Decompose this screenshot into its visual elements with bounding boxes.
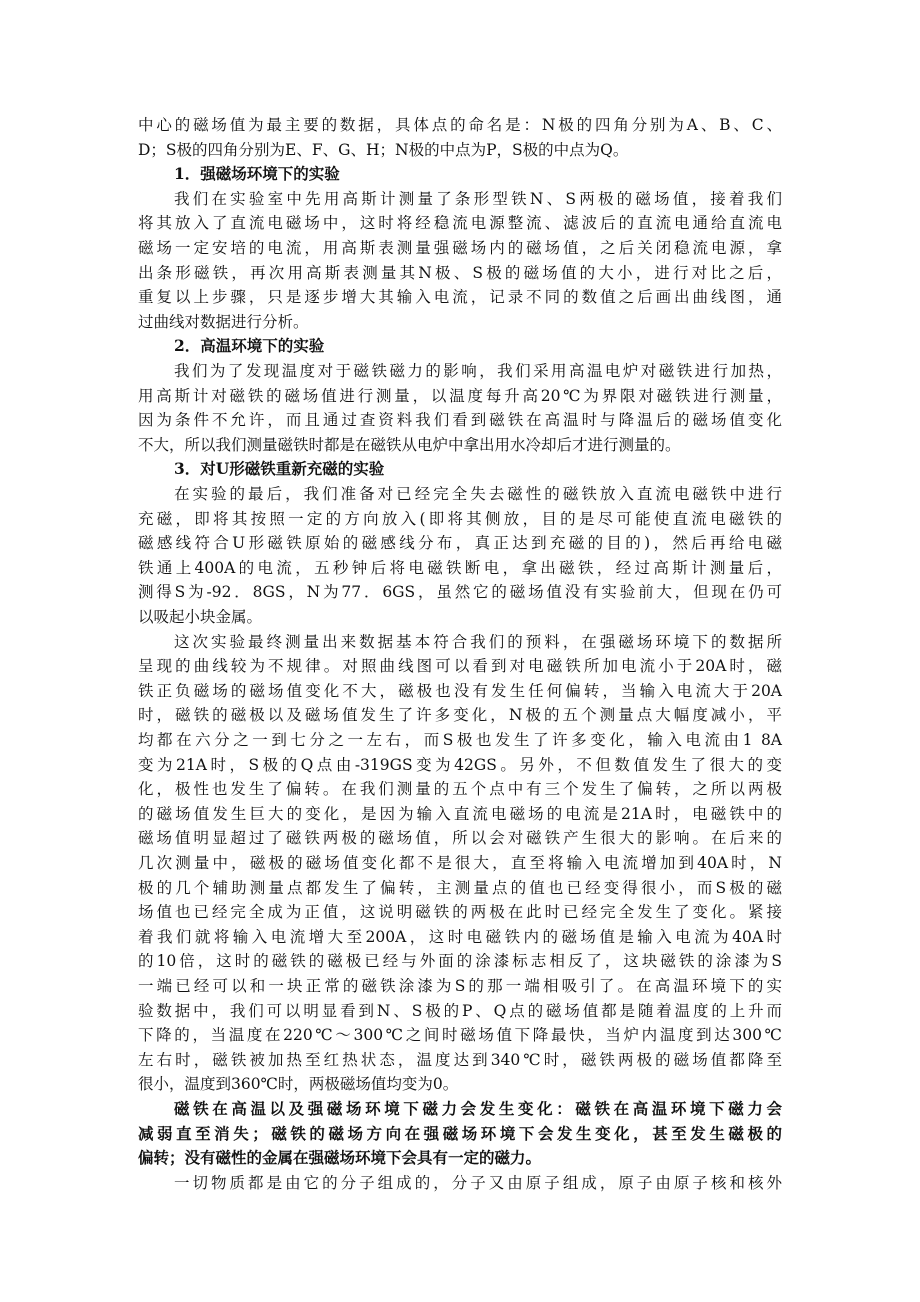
text-line: 变为21A时，S极的Q点由-319GS变为42GS。另外，不但数值发生了很大的变 xyxy=(138,755,782,774)
text-line: 场值也已经完全成为正值，这说明磁铁的两极在此时已经完全发生了变化。紧接 xyxy=(138,903,782,922)
text-line: 不大，所以我们测量磁铁时都是在磁铁从电炉中拿出用水冷却后才进行测量的。 xyxy=(138,435,681,454)
text-line: 出条形磁铁，再次用高斯表测量其N极、S极的磁场值的大小，进行对比之后， xyxy=(138,263,782,282)
text-line: 在实验的最后，我们准备对已经完全失去磁性的磁铁放入直流电磁铁中进行 xyxy=(174,485,782,503)
text-line: 下降的，当温度在220℃～300℃之间时磁场值下降最快，当炉内温度到达300℃ xyxy=(138,1026,782,1045)
text-line: 中心的磁场值为最主要的数据，具体点的命名是：N极的四角分别为A、B、C、 xyxy=(138,116,782,134)
text-line: 用高斯计对磁铁的磁场值进行测量，以温度每升高20℃为界限对磁铁进行测量， xyxy=(138,386,782,405)
text-line: 极的几个辅助测量点都发生了偏转，主测量点的值也已经变得很小，而S极的磁 xyxy=(138,878,782,897)
text-line: 很小，温度到360℃时，两极磁场值均变为0。 xyxy=(138,1075,459,1094)
text-line: 因为条件不允许，而且通过查资料我们看到磁铁在高温时与降温后的磁场值变化 xyxy=(138,411,782,430)
text-line: 过曲线对数据进行分析。 xyxy=(138,312,309,331)
heading-line: 2．高温环境下的实验 xyxy=(174,336,325,356)
text-line: 一切物质都是由它的分子组成的，分子又由原子组成，原子由原子核和核外 xyxy=(174,1173,782,1192)
text-line: 左右时，磁铁被加热至红热状态，温度达到340℃时，磁铁两极的磁场值都降至 xyxy=(138,1050,782,1069)
text-line: 铁通上400A的电流，五秒钟后将电磁铁断电，拿出磁铁，经过高斯计测量后， xyxy=(138,558,782,577)
text-line: 化，极性也发生了偏转。在我们测量的五个点中有三个发生了偏转，之所以两极 xyxy=(138,780,782,799)
heading-line: 偏转；没有磁性的金属在强磁场环境下会具有一定的磁力。 xyxy=(138,1148,542,1168)
text-line: 磁场一定安培的电流，用高斯表测量强磁场内的磁场值，之后关闭稳流电源，拿 xyxy=(138,239,782,257)
heading-line: 磁铁在高温以及强磁场环境下磁力会发生变化：磁铁在高温环境下磁力会 xyxy=(174,1099,782,1118)
text-line: 呈现的曲线较为不规律。对照曲线图可以看到对电磁铁所加电流小于20A时，磁 xyxy=(138,657,782,676)
heading-line: 3．对U形磁铁重新充磁的实验 xyxy=(174,459,385,479)
text-line: 以吸起小块金属。 xyxy=(138,608,263,626)
text-line: 一端已经可以和一块正常的磁铁涂漆为S的那一端相吸引了。在高温环境下的实 xyxy=(138,977,782,995)
text-line: 着我们就将输入电流增大至200A，这时电磁铁内的磁场值是输入电流为40A时 xyxy=(138,927,782,946)
text-line: 这次实验最终测量出来数据基本符合我们的预料，在强磁场环境下的数据所 xyxy=(174,632,782,651)
text-line: 均都在六分之一到七分之一左右，而S极也发生了许多变化，输入电流由1 8A xyxy=(138,731,782,749)
text-line: 我们为了发现温度对于磁铁磁力的影响，我们采用高温电炉对磁铁进行加热， xyxy=(174,362,782,380)
text-line: 验数据中，我们可以明显看到N、S极的P、Q点的磁场值都是随着温度的上升而 xyxy=(138,1001,782,1020)
text-line: 的磁场值发生巨大的变化，是因为输入直流电磁场的电流是21A时，电磁铁中的 xyxy=(138,804,782,823)
text-line: D；S极的四角分别为E、F、G、H；N极的中点为P，S极的中点为Q。 xyxy=(138,140,629,159)
text-line: 重复以上步骤，只是逐步增大其输入电流，记录不同的数值之后画出曲线图，通 xyxy=(138,288,782,307)
text-line: 将其放入了直流电磁场中，这时将经稳流电源整流、滤波后的直流电通给直流电 xyxy=(138,214,782,233)
text-line: 的10倍，这时的磁铁的磁极已经与外面的涂漆标志相反了，这块磁铁的涂漆为S xyxy=(138,952,782,971)
text-line: 磁场值明显超过了磁铁两极的磁场值，所以会对磁铁产生很大的影响。在后来的 xyxy=(138,829,782,848)
text-line: 铁正负磁场的磁场值变化不大，磁极也没有发生任何偏转，当输入电流大于20A xyxy=(138,681,782,700)
text-line: 时，磁铁的磁极以及磁场值发生了许多变化，N极的五个测量点大幅度减小，平 xyxy=(138,706,782,725)
text-line: 我们在实验室中先用高斯计测量了条形型铁N、S两极的磁场值，接着我们 xyxy=(174,189,782,208)
text-line: 几次测量中，磁极的磁场值变化都不是很大，直至将输入电流增加到40A时，N xyxy=(138,854,782,872)
text-line: 测得S为-92．8GS，N为77．6GS，虽然它的磁场值没有实验前大，但现在仍可 xyxy=(138,583,782,602)
heading-line: 1．强磁场环境下的实验 xyxy=(174,164,340,184)
heading-line: 减弱直至消失；磁铁的磁场方向在强磁场环境下会发生变化，甚至发生磁极的 xyxy=(138,1123,782,1143)
text-line: 磁感线符合U形磁铁原始的磁感线分布，真正达到充磁的目的)，然后再给电磁 xyxy=(138,534,782,553)
text-line: 充磁，即将其按照一定的方向放入(即将其侧放，目的是尽可能使直流电磁铁的 xyxy=(138,509,782,528)
